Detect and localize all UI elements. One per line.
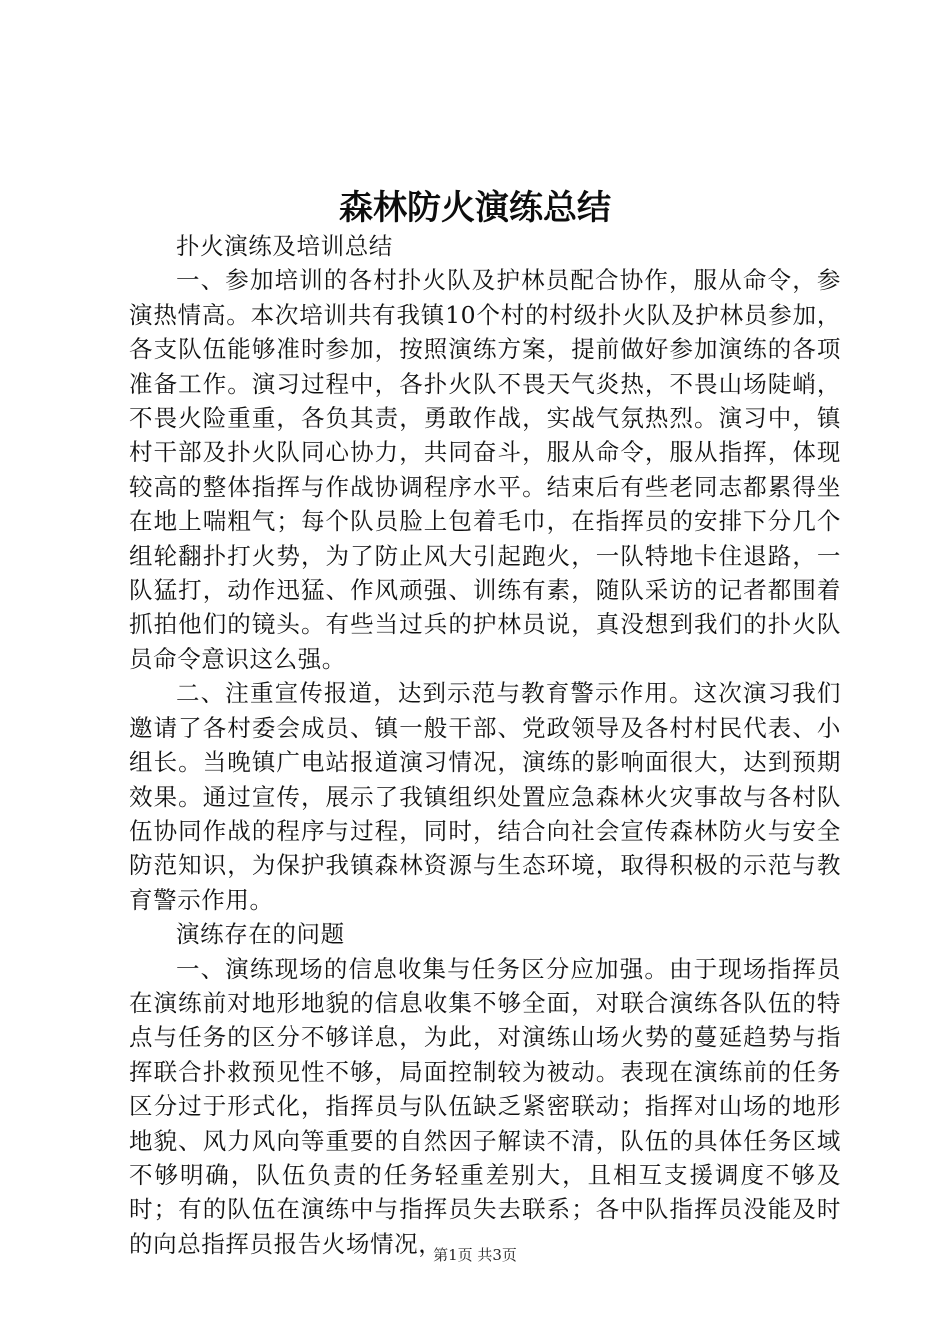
document-title: 森林防火演练总结 (339, 188, 611, 228)
paragraph-information-collection: 一、演练现场的信息收集与任务区分应加强。由于现场指挥员在演练前对地形地貌的信息收集不够全面，对联合演练各队伍的特点与任务的区分不够详息，为此，对演练山场火势的蔓延趋势与指挥联合扑救预见性不够，局面控制较为被动。表现在演练前的任务区分过于形式化，指挥员与队伍缺乏紧密联动；指挥对山场的地形地貌、风力风向等重要的自然因子解读不清，队伍的具体任务区域不够明确，队伍负责的任务轻重差别大，且相互支援调度不够及时；有的队伍在演练中与指挥员失去联系；各中队指挥员没能及时的向总指挥员报告火场情况， (129, 954, 841, 1258)
paragraph-publicity: 二、注重宣传报道，达到示范与教育警示作用。这次演习我们邀请了各村委会成员、镇一般干部、党政领导及各村村民代表、小组长。当晚镇广电站报道演习情况，演练的影响面很大，达到预期效果。通过宣传，展示了我镇组织处置应急森林火灾事故与各村队伍协同作战的程序与过程，同时，结合向社会宣传森林防火与安全防范知识，为保护我镇森林资源与生态环境，取得积极的示范与教育警示作用。 (129, 679, 841, 914)
paragraph-problems-heading: 演练存在的问题 (176, 920, 345, 949)
page-footer: 第1页 共3页 (433, 1246, 517, 1264)
paragraph-training-cooperation: 一、参加培训的各村扑火队及护林员配合协作，服从命令，参演热情高。本次培训共有我镇10个村的村级扑火队及护林员参加，各支队伍能够准时参加，按照演练方案，提前做好参加演练的各项准备工作。演习过程中，各扑火队不畏天气炎热，不畏山场陡峭，不畏火险重重，各负其责，勇敢作战，实战气氛热烈。演习中，镇村干部及扑火队同心协力，共同奋斗，服从命令，服从指挥，体现较高的整体指挥与作战协调程序水平。结束后有些老同志都累得坐在地上喘粗气；每个队员脸上包着毛巾，在指挥员的安排下分几个组轮翻扑打火势，为了防止风大引起跑火，一队特地卡住退路，一队猛打，动作迅猛、作风顽强、训练有素，随队采访的记者都围着抓拍他们的镜头。有些当过兵的护林员说，真没想到我们的扑火队员命令意识这么强。 (129, 266, 841, 673)
paragraph-subtitle: 扑火演练及培训总结 (176, 232, 393, 260)
document-body (129, 229, 841, 1261)
